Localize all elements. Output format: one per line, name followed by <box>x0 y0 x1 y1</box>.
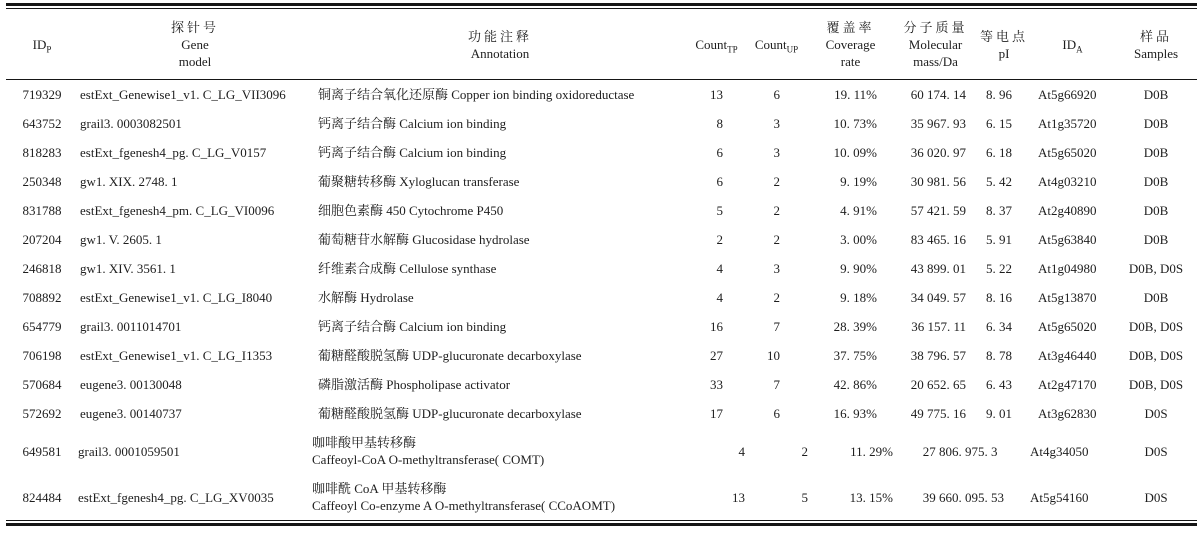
cell-arabidopsis-id: At4g34050 <box>1030 443 1089 459</box>
col-header-protein-id <box>6 9 78 80</box>
annotation-line-1: 水解酶 Hydrolase <box>318 290 414 305</box>
cell-count-up: 5 <box>801 489 808 505</box>
header-coverage-zh: 覆盖率 <box>826 20 875 35</box>
cell-count-up: 2 <box>773 290 780 305</box>
cell-arabidopsis-id: At5g66920 <box>1038 87 1097 102</box>
cell-count-tp: 13 <box>732 489 745 505</box>
cell-coverage-rate: 19. 11% <box>834 87 877 102</box>
cell-coverage-rate: 9. 19% <box>840 174 877 189</box>
cell-arabidopsis-id: At2g47170 <box>1038 377 1097 392</box>
cell-pi: 6. 15 <box>986 116 1012 131</box>
cell-annotation <box>312 109 688 138</box>
table-row <box>6 399 1197 428</box>
cell-pi: 5. 53 <box>978 489 1004 505</box>
cell-gene-model: estExt_fgenesh4_pm. C_LG_VI0096 <box>80 203 275 218</box>
cell-pi: 6. 18 <box>986 145 1012 160</box>
cell-coverage-rate: 9. 18% <box>840 290 877 305</box>
cell-molecular-mass: 20 652. 65 <box>910 377 966 392</box>
cell-gene-model: estExt_Genewise1_v1. C_LG_I8040 <box>80 290 273 305</box>
col-header-coverage-rate <box>808 9 893 80</box>
cell-arabidopsis-id: At5g65020 <box>1038 319 1097 334</box>
cell-count-up: 3 <box>773 261 780 276</box>
cell-annotation <box>312 341 688 370</box>
cell-molecular-mass: 57 421. 59 <box>910 203 966 218</box>
cell-count-up: 2 <box>773 232 780 247</box>
header-mass-zh: 分子质量 <box>903 20 968 35</box>
header-count-up-base: Count <box>754 37 787 52</box>
cell-pi: 8. 96 <box>986 87 1012 102</box>
annotation-line-2: Caffeoyl-CoA O-methyltransferase( COMT) <box>312 452 545 467</box>
annotation-line-1: 纤维素合成酶 Cellulose synthase <box>318 261 497 276</box>
cell-arabidopsis-id: At5g65020 <box>1038 145 1097 160</box>
cell-molecular-mass: 27 806. 97 <box>922 443 978 459</box>
cell-count-tp: 27 <box>710 348 723 363</box>
cell-arabidopsis-id: At5g63840 <box>1038 232 1097 247</box>
cell-count-up: 6 <box>773 87 780 102</box>
cell-arabidopsis-id: At5g13870 <box>1038 290 1097 305</box>
cell-pi: 5. 42 <box>986 174 1012 189</box>
header-pi-zh: 等电点 <box>979 28 1028 44</box>
table-row <box>6 341 1197 370</box>
col-header-pi <box>978 9 1030 80</box>
header-gene-zh: 探针号 <box>170 20 219 35</box>
cell-protein-id: 246818 <box>22 261 62 276</box>
cell-protein-id: 570684 <box>22 377 62 392</box>
table-row <box>6 109 1197 138</box>
cell-count-tp: 5 <box>716 203 723 218</box>
header-annotation-zh: 功能注释 <box>467 28 532 44</box>
cell-coverage-rate: 10. 09% <box>833 145 877 160</box>
cell-gene-model: estExt_fgenesh4_pg. C_LG_XV0035 <box>78 489 274 505</box>
header-samples-zh: 样品 <box>1139 28 1172 44</box>
cell-pi: 6. 34 <box>986 319 1012 334</box>
cell-coverage-rate: 13. 15% <box>849 489 893 505</box>
cell-count-up: 10 <box>767 348 780 363</box>
cell-count-tp: 13 <box>710 87 723 102</box>
cell-arabidopsis-id: At5g54160 <box>1030 489 1089 505</box>
cell-protein-id: 708892 <box>22 290 62 305</box>
cell-coverage-rate: 3. 00% <box>840 232 877 247</box>
cell-molecular-mass: 35 967. 93 <box>910 116 966 131</box>
cell-protein-id: 250348 <box>22 174 62 189</box>
cell-count-tp: 16 <box>710 319 723 334</box>
cell-gene-model: grail3. 0001059501 <box>78 443 180 459</box>
cell-annotation <box>312 254 688 283</box>
cell-annotation <box>312 370 688 399</box>
cell-coverage-rate: 28. 39% <box>833 319 877 334</box>
cell-gene-model: estExt_Genewise1_v1. C_LG_VII3096 <box>80 87 286 102</box>
cell-coverage-rate: 9. 90% <box>840 261 877 276</box>
table-row <box>6 196 1197 225</box>
cell-pi: 9. 01 <box>986 406 1012 421</box>
table-row <box>6 428 1197 474</box>
cell-samples: D0S <box>1144 406 1168 421</box>
cell-arabidopsis-id: At3g46440 <box>1038 348 1097 363</box>
cell-annotation <box>312 138 688 167</box>
cell-count-tp: 4 <box>738 443 745 459</box>
cell-pi: 5. 3 <box>978 443 998 459</box>
cell-molecular-mass: 34 049. 57 <box>910 290 966 305</box>
header-id-a-base: ID <box>1062 37 1077 52</box>
cell-gene-model: grail3. 0011014701 <box>80 319 182 334</box>
cell-protein-id: 818283 <box>22 145 62 160</box>
cell-count-tp: 6 <box>716 145 723 160</box>
cell-molecular-mass: 83 465. 16 <box>910 232 966 247</box>
cell-annotation <box>312 474 688 520</box>
cell-count-up: 2 <box>773 174 780 189</box>
header-id-p-base: ID <box>32 37 47 52</box>
cell-gene-model: gw1. XIX. 2748. 1 <box>80 174 178 189</box>
header-count-up-sub: UP <box>786 44 799 55</box>
cell-samples: D0B, D0S <box>1128 319 1184 334</box>
table-row <box>6 167 1197 196</box>
cell-samples: D0B, D0S <box>1128 261 1184 276</box>
col-header-count-up <box>745 9 808 80</box>
cell-count-up: 2 <box>801 443 808 459</box>
annotation-line-1: 钙离子结合酶 Calcium ion binding <box>318 145 507 160</box>
annotation-line-1: 咖啡酰 CoA 甲基转移酶 <box>312 481 447 496</box>
annotation-line-1: 钙离子结合酶 Calcium ion binding <box>318 319 507 334</box>
cell-arabidopsis-id: At1g35720 <box>1038 116 1097 131</box>
cell-coverage-rate: 4. 91% <box>840 203 877 218</box>
cell-molecular-mass: 39 660. 09 <box>922 489 978 505</box>
cell-protein-id: 207204 <box>22 232 62 247</box>
cell-samples: D0B, D0S <box>1128 377 1184 392</box>
header-mass-en1: Molecular <box>908 37 963 52</box>
cell-count-tp: 4 <box>716 261 723 276</box>
cell-annotation <box>312 283 688 312</box>
header-samples-en: Samples <box>1133 45 1179 61</box>
cell-annotation <box>312 196 688 225</box>
bottom-rule-thick <box>6 523 1197 526</box>
cell-count-up: 6 <box>773 406 780 421</box>
cell-count-up: 7 <box>773 377 780 392</box>
cell-molecular-mass: 60 174. 14 <box>910 87 966 102</box>
cell-gene-model: grail3. 0003082501 <box>80 116 182 131</box>
cell-annotation <box>312 167 688 196</box>
cell-protein-id: 654779 <box>22 319 62 334</box>
col-header-molecular-mass <box>893 9 978 80</box>
cell-arabidopsis-id: At1g04980 <box>1038 261 1097 276</box>
cell-count-tp: 2 <box>716 232 723 247</box>
cell-samples: D0B <box>1143 145 1169 160</box>
cell-count-up: 2 <box>773 203 780 218</box>
table-row <box>6 225 1197 254</box>
cell-coverage-rate: 11. 29% <box>850 443 893 459</box>
col-header-samples <box>1115 9 1197 80</box>
header-coverage-en2: rate <box>840 54 861 69</box>
cell-count-tp: 33 <box>710 377 723 392</box>
cell-samples: D0S <box>1144 489 1168 505</box>
header-mass-en2: mass/Da <box>913 54 958 69</box>
col-header-count-tp <box>688 9 745 80</box>
col-header-arabidopsis-id <box>1030 9 1115 80</box>
cell-protein-id: 649581 <box>22 443 62 459</box>
cell-coverage-rate: 10. 73% <box>833 116 877 131</box>
cell-annotation <box>312 312 688 341</box>
cell-gene-model: estExt_fgenesh4_pg. C_LG_V0157 <box>80 145 267 160</box>
annotation-line-1: 铜离子结合氧化还原酶 Copper ion binding oxidoreductase <box>318 87 635 102</box>
cell-samples: D0B <box>1143 203 1169 218</box>
cell-protein-id: 831788 <box>22 203 62 218</box>
annotation-line-1: 葡糖醛酸脱氢酶 UDP-glucuronate decarboxylase <box>318 406 582 421</box>
cell-gene-model: gw1. V. 2605. 1 <box>80 232 162 247</box>
cell-molecular-mass: 36 157. 11 <box>911 319 966 334</box>
header-coverage-en1: Coverage <box>825 37 876 52</box>
cell-coverage-rate: 16. 93% <box>833 406 877 421</box>
cell-coverage-rate: 42. 86% <box>833 377 877 392</box>
cell-protein-id: 706198 <box>22 348 62 363</box>
table-row <box>6 312 1197 341</box>
cell-samples: D0B <box>1143 116 1169 131</box>
annotation-line-1: 葡聚糖转移酶 Xyloglucan transferase <box>318 174 520 189</box>
cell-pi: 5. 91 <box>986 232 1012 247</box>
header-gene-en2: model <box>178 54 212 69</box>
cell-count-up: 7 <box>773 319 780 334</box>
cell-arabidopsis-id: At4g03210 <box>1038 174 1097 189</box>
cell-gene-model: estExt_Genewise1_v1. C_LG_I1353 <box>80 348 273 363</box>
annotation-line-1: 葡萄糖苷水解酶 Glucosidase hydrolase <box>318 232 530 247</box>
header-count-tp-sub: TP <box>727 44 738 55</box>
cell-count-up: 3 <box>773 145 780 160</box>
cell-pi: 8. 16 <box>986 290 1012 305</box>
header-id-p-sub: P <box>46 44 52 55</box>
annotation-line-1: 钙离子结合酶 Calcium ion binding <box>318 116 507 131</box>
cell-samples: D0B, D0S <box>1128 348 1184 363</box>
header-gene-en1: Gene <box>181 37 209 52</box>
table-row <box>6 283 1197 312</box>
cell-protein-id: 824484 <box>22 489 62 505</box>
cell-gene-model: gw1. XIV. 3561. 1 <box>80 261 176 276</box>
table-row <box>6 254 1197 283</box>
cell-samples: D0B <box>1143 174 1169 189</box>
annotation-line-1: 磷脂激活酶 Phospholipase activator <box>318 377 511 392</box>
col-header-gene-model <box>78 9 312 80</box>
cell-molecular-mass: 38 796. 57 <box>910 348 966 363</box>
cell-molecular-mass: 49 775. 16 <box>910 406 966 421</box>
header-annotation-en: Annotation <box>470 45 530 61</box>
cell-samples: D0B <box>1143 87 1169 102</box>
cell-annotation <box>312 399 688 428</box>
cell-protein-id: 572692 <box>22 406 62 421</box>
cell-samples: D0B <box>1143 232 1169 247</box>
cell-molecular-mass: 43 899. 01 <box>910 261 966 276</box>
cell-molecular-mass: 36 020. 97 <box>910 145 966 160</box>
header-id-a-sub: A <box>1076 44 1083 55</box>
table-row <box>6 370 1197 399</box>
cell-pi: 8. 37 <box>986 203 1012 218</box>
protein-identification-table <box>6 9 1197 520</box>
annotation-line-1: 葡糖醛酸脱氢酶 UDP-glucuronate decarboxylase <box>318 348 582 363</box>
cell-annotation <box>312 428 688 474</box>
cell-pi: 5. 22 <box>986 261 1012 276</box>
annotation-line-1: 咖啡酸甲基转移酶 <box>312 435 417 450</box>
cell-count-tp: 6 <box>716 174 723 189</box>
cell-count-tp: 8 <box>716 116 723 131</box>
cell-samples: D0B <box>1143 290 1169 305</box>
cell-samples: D0S <box>1144 443 1168 459</box>
cell-annotation <box>312 80 688 110</box>
cell-pi: 6. 43 <box>986 377 1012 392</box>
cell-pi: 8. 78 <box>986 348 1012 363</box>
cell-count-up: 3 <box>773 116 780 131</box>
cell-annotation <box>312 225 688 254</box>
cell-protein-id: 719329 <box>22 87 62 102</box>
annotation-line-1: 细胞色素酶 450 Cytochrome P450 <box>318 203 504 218</box>
cell-gene-model: eugene3. 00140737 <box>80 406 182 421</box>
table-row <box>6 474 1197 520</box>
cell-coverage-rate: 37. 75% <box>833 348 877 363</box>
table-row <box>6 138 1197 167</box>
header-row <box>6 9 1197 80</box>
annotation-line-2: Caffeoyl Co-enzyme A O-methyltransferase( CCoAOMT) <box>312 498 616 513</box>
cell-arabidopsis-id: At2g40890 <box>1038 203 1097 218</box>
cell-arabidopsis-id: At3g62830 <box>1038 406 1097 421</box>
cell-gene-model: eugene3. 00130048 <box>80 377 182 392</box>
cell-protein-id: 643752 <box>22 116 62 131</box>
table-row <box>6 80 1197 110</box>
header-pi-en: pI <box>998 45 1010 61</box>
header-count-tp-base: Count <box>695 37 728 52</box>
cell-count-tp: 17 <box>710 406 723 421</box>
cell-molecular-mass: 30 981. 56 <box>910 174 966 189</box>
col-header-annotation <box>312 9 688 80</box>
cell-count-tp: 4 <box>716 290 723 305</box>
